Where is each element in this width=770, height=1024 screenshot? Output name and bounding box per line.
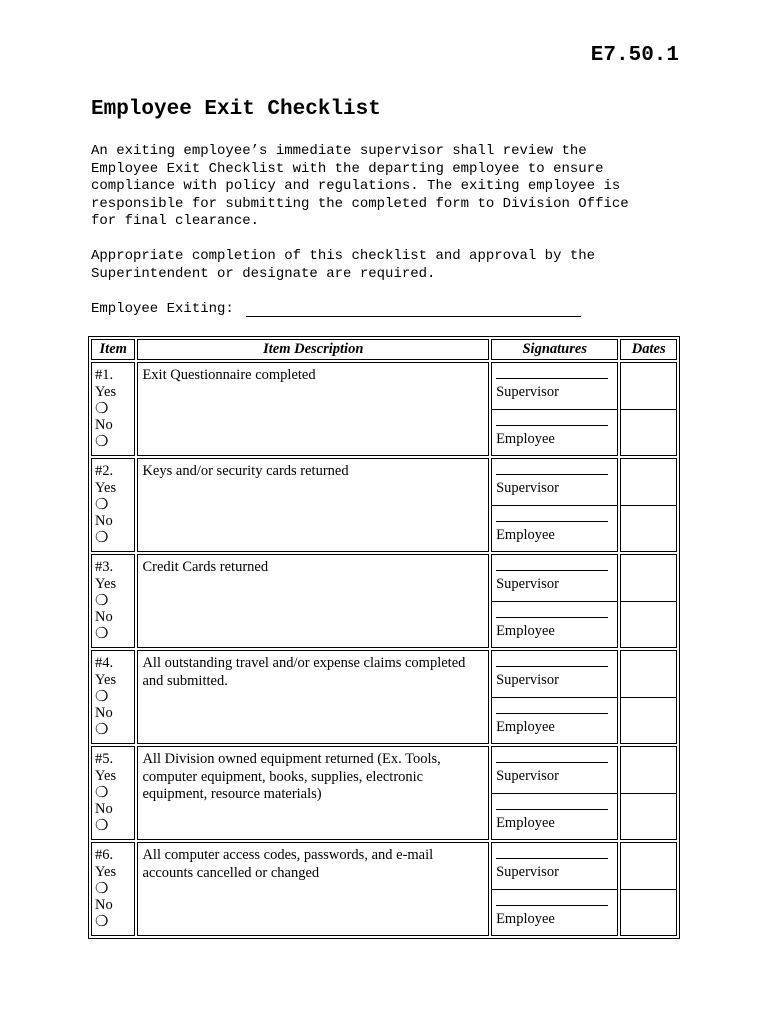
- supervisor-label: Supervisor: [496, 480, 559, 496]
- dates-cell: [620, 842, 677, 936]
- employee-label: Employee: [496, 430, 555, 447]
- supervisor-date-field[interactable]: [621, 747, 676, 793]
- item-description: Credit Cards returned: [137, 554, 489, 648]
- no-radio[interactable]: ❍: [95, 818, 109, 834]
- no-label: No: [95, 801, 113, 817]
- employee-label: Employee: [496, 718, 555, 735]
- employee-signature: [492, 505, 617, 552]
- employee-label: Employee: [496, 526, 555, 543]
- yes-label: Yes: [95, 384, 117, 400]
- item-number: #1.: [95, 367, 114, 383]
- yes-radio[interactable]: ❍: [95, 593, 109, 609]
- exit-checklist-table: [88, 336, 680, 939]
- dates-cell: [620, 650, 677, 744]
- item-number: #2.: [95, 463, 114, 479]
- employee-signature: [492, 409, 617, 456]
- header-dates: Dates: [620, 339, 677, 360]
- item-number: #4.: [95, 655, 114, 671]
- no-radio[interactable]: ❍: [95, 914, 109, 930]
- employee-signature: [492, 793, 617, 840]
- table-row: [91, 842, 677, 936]
- supervisor-signature-line[interactable]: [496, 363, 608, 379]
- employee-exiting-label: Employee Exiting:: [91, 301, 234, 317]
- supervisor-date-field[interactable]: [621, 651, 676, 697]
- employee-signature: [492, 889, 617, 936]
- supervisor-signature: [492, 555, 617, 601]
- dates-cell: [620, 746, 677, 840]
- employee-date-field[interactable]: [621, 793, 676, 840]
- yes-radio[interactable]: ❍: [95, 785, 109, 801]
- employee-signature-line[interactable]: [496, 506, 608, 522]
- item-cell: [91, 842, 135, 936]
- supervisor-date-field[interactable]: [621, 459, 676, 505]
- dates-cell: [620, 458, 677, 552]
- employee-date-field[interactable]: [621, 601, 676, 648]
- yes-label: Yes: [95, 768, 117, 784]
- employee-signature-line[interactable]: [496, 890, 608, 906]
- employee-signature-line[interactable]: [496, 794, 608, 810]
- item-number: #5.: [95, 751, 114, 767]
- yes-radio[interactable]: ❍: [95, 401, 109, 417]
- supervisor-date-field[interactable]: [621, 843, 676, 889]
- signature-cell: [491, 650, 618, 744]
- table-row: [91, 458, 677, 552]
- employee-exiting-field[interactable]: [246, 301, 581, 317]
- employee-label: Employee: [496, 910, 555, 927]
- no-label: No: [95, 417, 113, 433]
- employee-signature-line[interactable]: [496, 698, 608, 714]
- document-code: E7.50.1: [590, 44, 679, 67]
- yes-radio[interactable]: ❍: [95, 881, 109, 897]
- item-cell: [91, 554, 135, 648]
- signature-cell: [491, 362, 618, 456]
- page-title: Employee Exit Checklist: [91, 98, 381, 121]
- signature-cell: [491, 458, 618, 552]
- no-radio[interactable]: ❍: [95, 722, 109, 738]
- yes-label: Yes: [95, 672, 117, 688]
- item-number: #3.: [95, 559, 114, 575]
- supervisor-signature-line[interactable]: [496, 843, 608, 859]
- approval-paragraph: Appropriate completion of this checklist and approval by the Superintendent or designate are required.: [91, 248, 596, 282]
- supervisor-signature-line[interactable]: [496, 459, 608, 475]
- table-row: [91, 554, 677, 648]
- supervisor-label: Supervisor: [496, 672, 559, 688]
- yes-label: Yes: [95, 576, 117, 592]
- supervisor-label: Supervisor: [496, 864, 559, 880]
- header-signatures: Signatures: [491, 339, 618, 360]
- item-description: All Division owned equipment returned (Ex. Tools, computer equipment, books, supplies, electronic equipment, resource materials): [137, 746, 489, 840]
- item-cell: [91, 650, 135, 744]
- employee-label: Employee: [496, 622, 555, 639]
- yes-radio[interactable]: ❍: [95, 689, 109, 705]
- employee-label: Employee: [496, 814, 555, 831]
- employee-date-field[interactable]: [621, 409, 676, 456]
- item-cell: [91, 746, 135, 840]
- no-label: No: [95, 609, 113, 625]
- header-item: Item: [91, 339, 135, 360]
- table-header-row: [91, 339, 677, 360]
- header-item-description: Item Description: [137, 339, 489, 360]
- item-cell: [91, 362, 135, 456]
- item-description: All computer access codes, passwords, and e-mail accounts cancelled or changed: [137, 842, 489, 936]
- no-label: No: [95, 897, 113, 913]
- supervisor-label: Supervisor: [496, 576, 559, 592]
- item-cell: [91, 458, 135, 552]
- no-label: No: [95, 705, 113, 721]
- supervisor-signature-line[interactable]: [496, 651, 608, 667]
- supervisor-signature-line[interactable]: [496, 555, 608, 571]
- no-radio[interactable]: ❍: [95, 530, 109, 546]
- yes-label: Yes: [95, 864, 117, 880]
- signature-cell: [491, 842, 618, 936]
- supervisor-label: Supervisor: [496, 384, 559, 400]
- supervisor-signature: [492, 363, 617, 409]
- yes-label: Yes: [95, 480, 117, 496]
- table-row: [91, 650, 677, 744]
- no-radio[interactable]: ❍: [95, 434, 109, 450]
- yes-radio[interactable]: ❍: [95, 497, 109, 513]
- supervisor-date-field[interactable]: [621, 555, 676, 601]
- item-number: #6.: [95, 847, 114, 863]
- table-row: [91, 746, 677, 840]
- dates-cell: [620, 362, 677, 456]
- employee-signature: [492, 601, 617, 648]
- intro-paragraph: An exiting employee’s immediate supervisor shall review the Employee Exit Checklist with the departing employee to ensure compliance with policy and regulations. The exiting employee is responsible for submitting the completed form to Division Office for final clearance.: [91, 143, 629, 230]
- employee-signature-line[interactable]: [496, 410, 608, 426]
- supervisor-signature: [492, 651, 617, 697]
- no-label: No: [95, 513, 113, 529]
- supervisor-signature: [492, 843, 617, 889]
- item-description: Exit Questionnaire completed: [137, 362, 489, 456]
- supervisor-label: Supervisor: [496, 768, 559, 784]
- employee-date-field[interactable]: [621, 505, 676, 552]
- signature-cell: [491, 746, 618, 840]
- table-row: [91, 362, 677, 456]
- employee-date-field[interactable]: [621, 889, 676, 936]
- no-radio[interactable]: ❍: [95, 626, 109, 642]
- item-description: Keys and/or security cards returned: [137, 458, 489, 552]
- supervisor-signature-line[interactable]: [496, 747, 608, 763]
- item-description: All outstanding travel and/or expense claims completed and submitted.: [137, 650, 489, 744]
- supervisor-signature: [492, 747, 617, 793]
- dates-cell: [620, 554, 677, 648]
- supervisor-signature: [492, 459, 617, 505]
- employee-signature: [492, 697, 617, 744]
- employee-signature-line[interactable]: [496, 602, 608, 618]
- employee-exiting-row: [91, 301, 581, 317]
- supervisor-date-field[interactable]: [621, 363, 676, 409]
- employee-date-field[interactable]: [621, 697, 676, 744]
- signature-cell: [491, 554, 618, 648]
